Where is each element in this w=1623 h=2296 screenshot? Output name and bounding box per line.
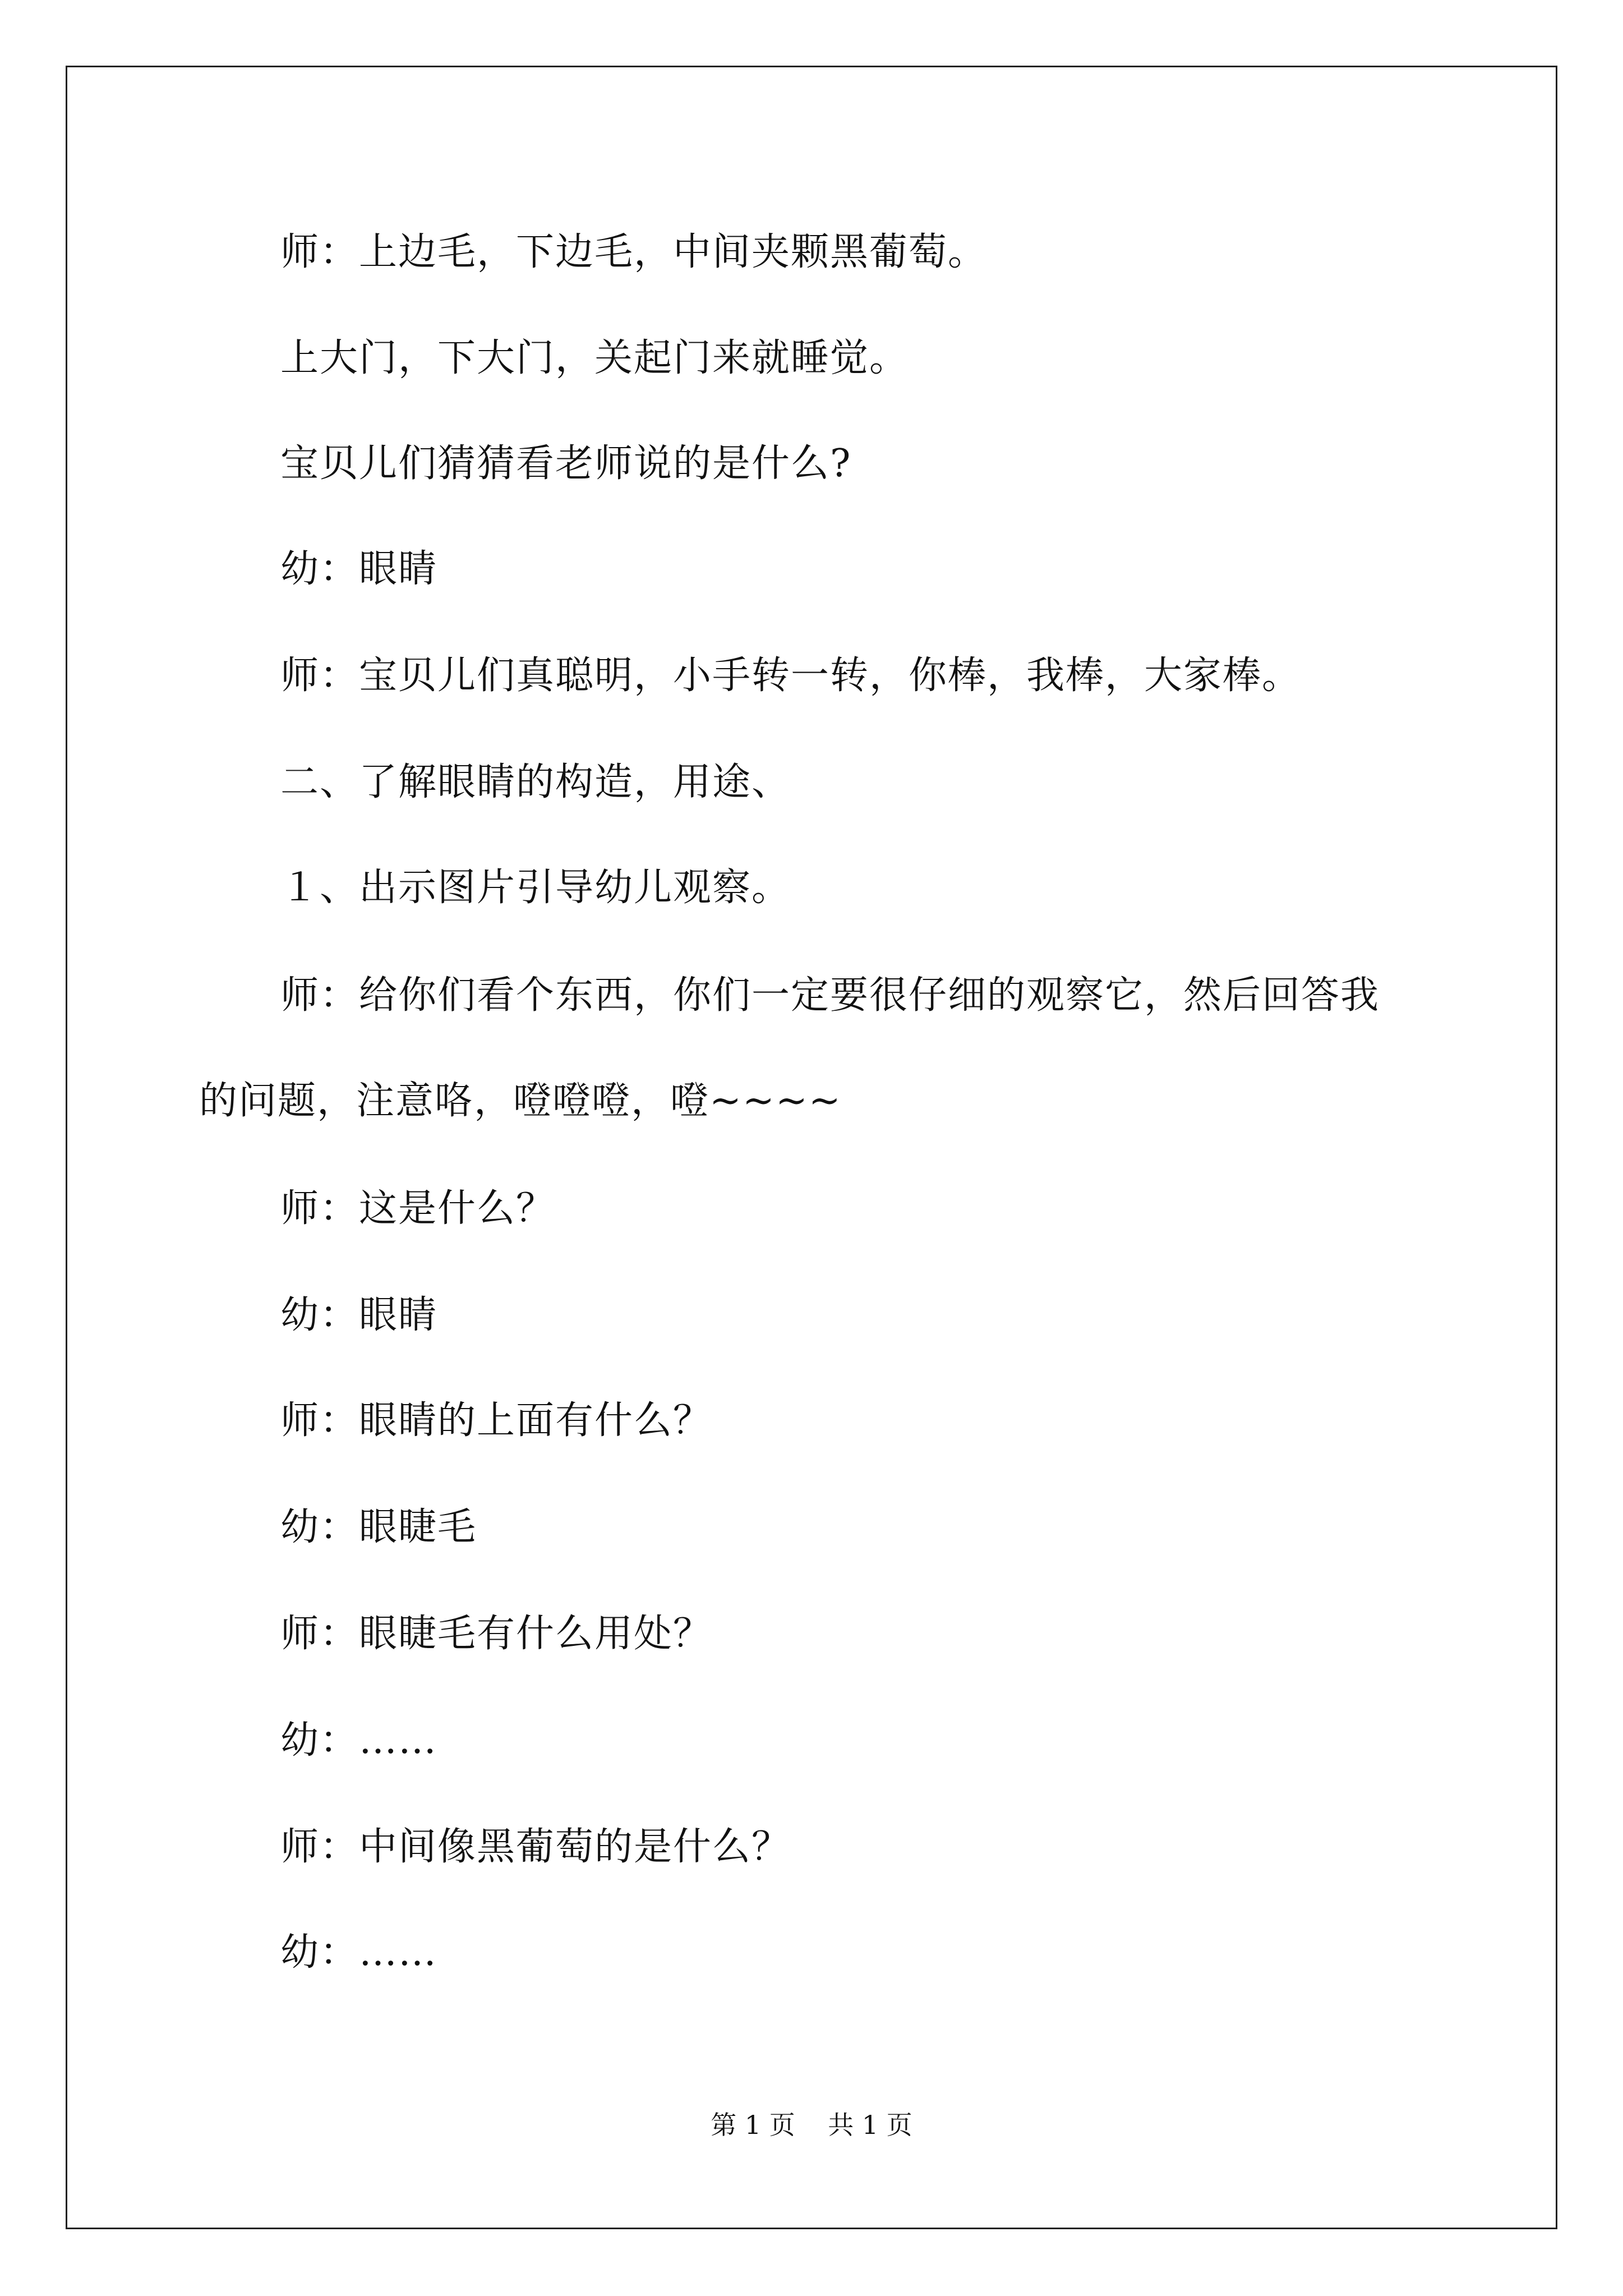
text-line-5: 师：宝贝儿们真聪明，小手转一转，你棒，我棒，大家棒。 <box>280 654 1302 698</box>
text-line-13: 幼：眼睫毛 <box>280 1505 477 1549</box>
text-line-7: １、出示图片引导幼儿观察。 <box>280 866 791 910</box>
text-line-6: 二、了解眼睛的构造，用途、 <box>280 760 791 804</box>
text-line-4: 幼：眼睛 <box>280 547 438 591</box>
text-line-9: 的问题，注意咯，噔噔噔，噔~~~~ <box>199 1079 842 1123</box>
text-line-16: 师：中间像黑葡萄的是什么？ <box>280 1825 791 1869</box>
text-line-10: 师：这是什么？ <box>280 1186 556 1231</box>
page-border <box>66 66 1557 2229</box>
text-line-17: 幼：…… <box>280 1930 438 1975</box>
text-line-12: 师：眼睛的上面有什么？ <box>280 1398 713 1443</box>
text-line-15: 幼：…… <box>280 1718 438 1763</box>
page-footer: 第 1 页 共 1 页 <box>711 2110 912 2140</box>
text-line-11: 幼：眼睛 <box>280 1293 438 1337</box>
text-line-8: 师：给你们看个东西，你们一定要很仔细的观察它，然后回答我 <box>280 973 1380 1018</box>
text-line-3: 宝贝儿们猜猜看老师说的是什么? <box>280 441 852 486</box>
text-line-2: 上大门，下大门，关起门来就睡觉。 <box>280 336 909 380</box>
text-line-1: 师：上边毛，下边毛，中间夹颗黑葡萄。 <box>280 230 988 274</box>
text-line-14: 师：眼睫毛有什么用处？ <box>280 1612 713 1656</box>
